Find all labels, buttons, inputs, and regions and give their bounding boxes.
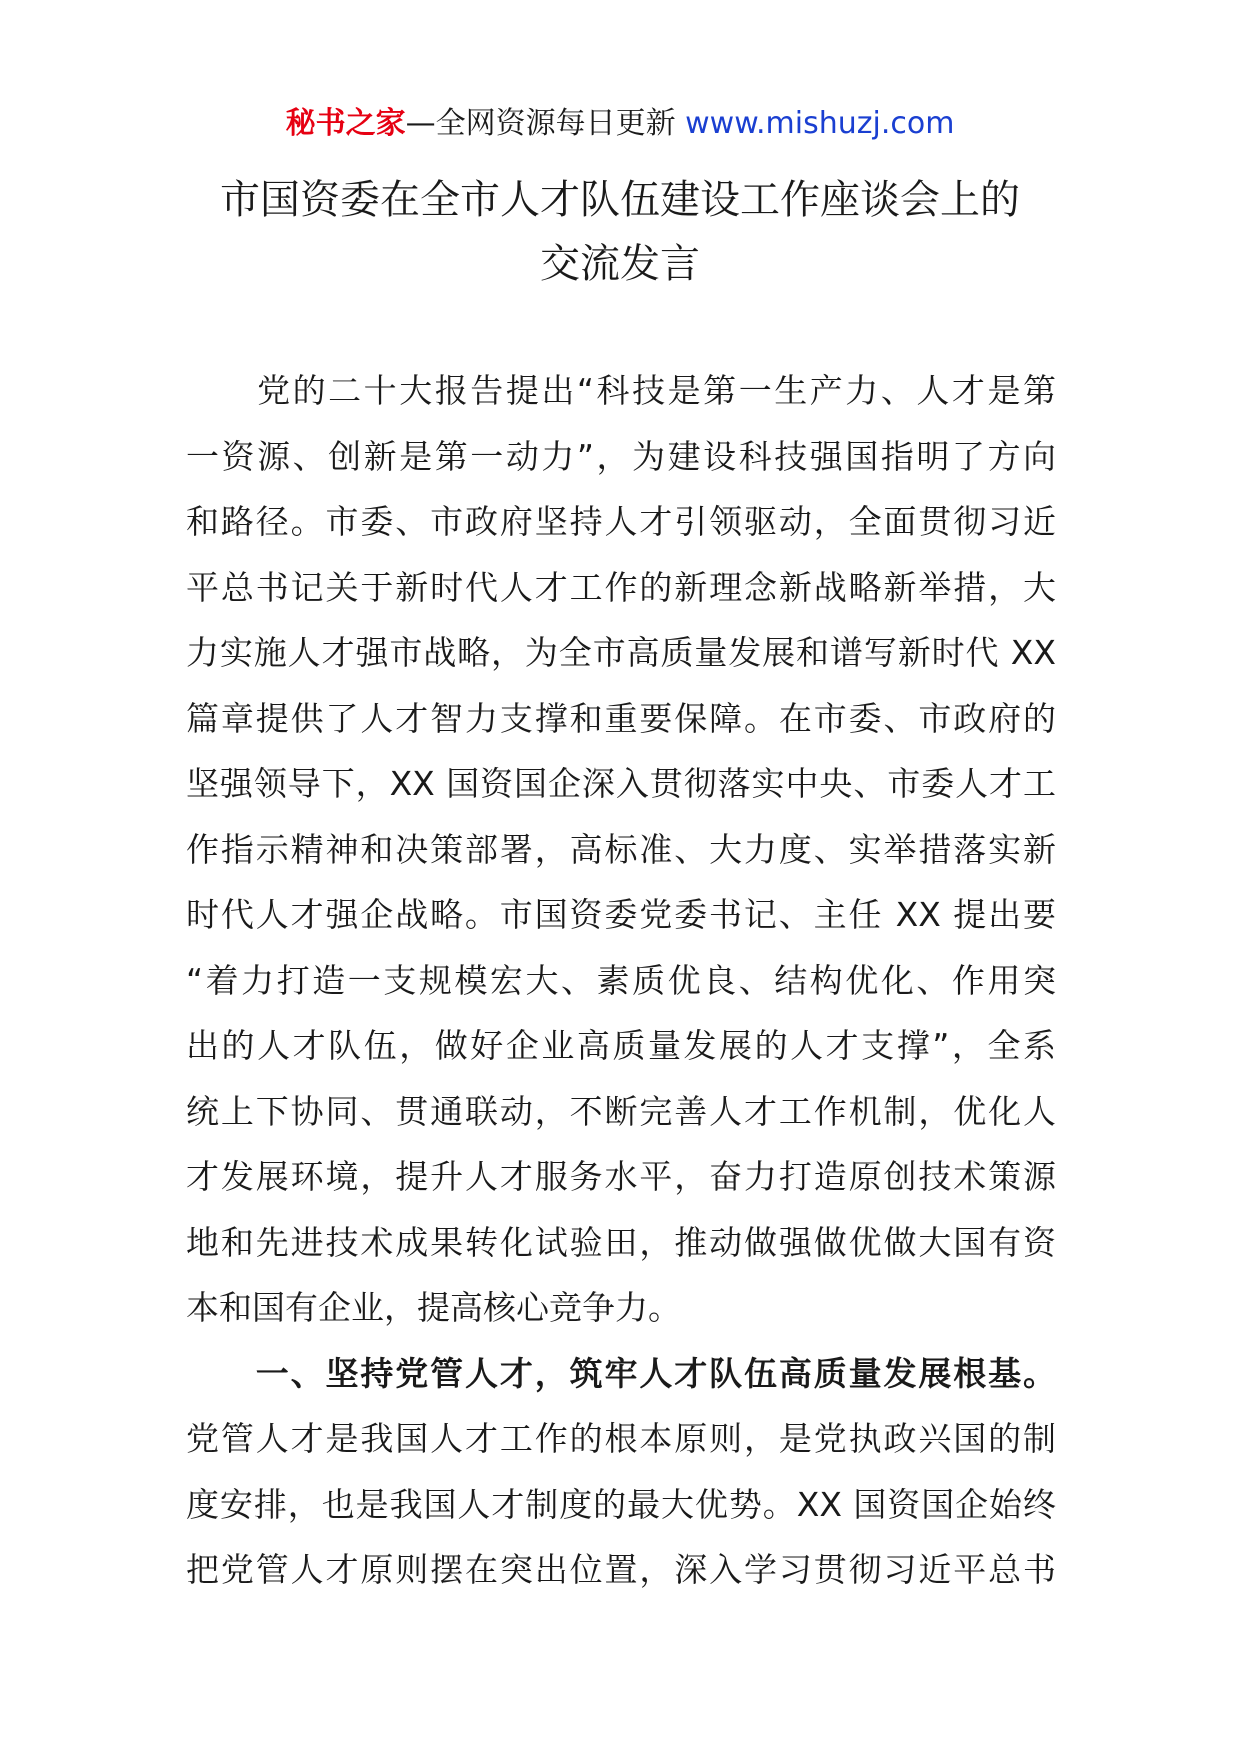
section-1-heading: 一、坚持党管人才，筑牢人才队伍高质量发展根基。: [186, 1353, 1056, 1393]
title-line-1: 市国资委在全市人才队伍建设工作座谈会上的: [220, 177, 1020, 223]
section-1: [186, 1341, 1056, 1603]
text-line: 本和国有企业，提高核心竞争力。: [186, 1288, 681, 1327]
text-line: 和路径。市委、市政府坚持人才引领驱动，全面贯彻习近: [186, 502, 1056, 541]
document-body: [186, 358, 1056, 1603]
text-line: 地和先进技术成果转化试验田，推动做强做优做大国有资: [186, 1222, 1056, 1262]
text-line: 才发展环境，提升人才服务水平，奋力打造原创技术策源: [186, 1157, 1056, 1196]
text-line: 平总书记关于新时代人才工作的新理念新战略新举措，大: [186, 567, 1056, 607]
text-line: 力实施人才强市战略，为全市高质量发展和谱写新时代 XX: [186, 633, 1056, 672]
text-line: 作指示精神和决策部署，高标准、大力度、实举措落实新: [186, 829, 1056, 869]
text-line: 度安排，也是我国人才制度的最大优势。XX 国资国企始终: [186, 1484, 1056, 1524]
text-line: 时代人才强企战略。市国资委党委书记、主任 XX 提出要: [186, 895, 1056, 934]
text-line: 把党管人才原则摆在突出位置，深入学习贯彻习近平总书: [186, 1550, 1056, 1589]
text-line: “着力打造一支规模宏大、素质优良、结构优化、作用突: [186, 960, 1056, 1000]
text-line: 出的人才队伍，做好企业高质量发展的人才支撑”，全系: [186, 1026, 1056, 1065]
paragraph-intro: [186, 358, 1056, 1341]
text-line: 坚强领导下，XX 国资国企深入贯彻落实中央、市委人才工: [186, 764, 1056, 803]
site-header: [0, 104, 1240, 144]
header-tagline: —全网资源每日更新: [405, 106, 686, 141]
site-url-link[interactable]: www.mishuzj.com: [685, 106, 955, 141]
brand-name: 秘书之家: [285, 106, 406, 141]
text-line: 统上下协同、贯通联动，不断完善人才工作机制，优化人: [186, 1091, 1056, 1131]
title-line-2: 交流发言: [540, 241, 700, 287]
text-line: 一资源、创新是第一动力”，为建设科技强国指明了方向: [186, 436, 1056, 476]
text-line: 党管人才是我国人才工作的根本原则，是党执政兴国的制: [186, 1419, 1056, 1458]
text-line: 篇章提供了人才智力支撑和重要保障。在市委、市政府的: [186, 698, 1056, 738]
document-title: [120, 168, 1120, 296]
text-line: 党的二十大报告提出“科技是第一生产力、人才是第: [186, 371, 1056, 410]
